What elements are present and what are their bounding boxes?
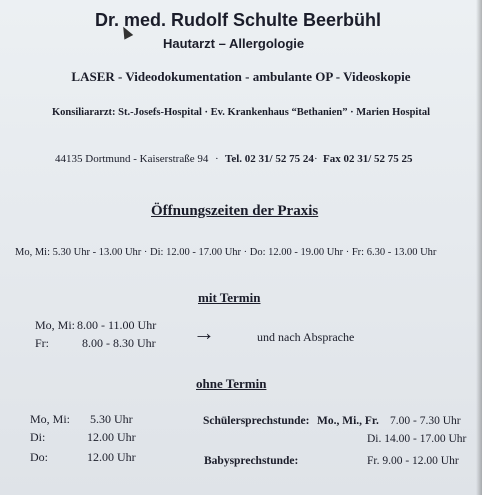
with-appointment-heading: mit Termin — [198, 290, 261, 305]
student-hours-days: Mo., Mi., Fr. — [317, 415, 379, 427]
services-line: LASER - Videodokumentation - ambulante OP - Videoskopie — [71, 69, 411, 84]
with-appointment-time: 8.00 - 11.00 Uhr — [77, 318, 157, 332]
baby-hours-label: Babysprechstunde: — [204, 455, 299, 467]
hours-heading: Öffnungszeiten der Praxis — [151, 203, 319, 219]
doctor-name: Dr. med. Rudolf Schulte Beerbühl — [95, 10, 382, 30]
walk-in-day: Mo, Mi: — [30, 412, 71, 426]
walk-in-time: 12.00 Uhr — [87, 450, 136, 464]
separator-dot: · — [314, 153, 318, 165]
consultant-line: Konsiliararzt: St.-Josefs-Hospital · Ev. Krankenhaus “Bethanien” · Marien Hospital — [51, 107, 431, 118]
separator-dot: · — [215, 153, 219, 165]
walk-in-time: 5.30 Uhr — [90, 412, 133, 426]
specialty: Hautarzt – Allergologie — [163, 36, 305, 51]
student-hours-time: 7.00 - 7.30 Uhr — [390, 415, 461, 427]
fax: Fax 02 31/ 52 75 25 — [323, 153, 413, 165]
with-appointment-day: Mo, Mi: — [35, 318, 76, 332]
with-appointment-day: Fr: — [35, 336, 50, 350]
telephone: Tel. 02 31/ 52 75 24 — [225, 153, 314, 165]
walk-in-day: Do: — [30, 450, 48, 464]
by-arrangement-note: und nach Absprache — [257, 330, 355, 344]
walk-in-day: Di: — [30, 430, 46, 444]
address: 44135 Dortmund - Kaiserstraße 94 — [55, 153, 209, 165]
arrow-right-icon: → — [193, 320, 215, 345]
student-hours-time-tuesday: Di. 14.00 - 17.00 Uhr — [367, 433, 467, 445]
with-appointment-time: 8.00 - 8.30 Uhr — [82, 336, 156, 350]
baby-hours-time: Fr. 9.00 - 12.00 Uhr — [367, 455, 459, 467]
student-hours-label: Schülersprechstunde: — [203, 415, 310, 427]
without-appointment-heading: ohne Termin — [196, 376, 267, 391]
walk-in-time: 12.00 Uhr — [87, 430, 136, 444]
hours-line: Mo, Mi: 5.30 Uhr - 13.00 Uhr · Di: 12.00 - 17.00 Uhr · Do: 12.00 - 19.00 Uhr · Fr: 6.30 - 13.00 Uhr — [15, 247, 437, 258]
